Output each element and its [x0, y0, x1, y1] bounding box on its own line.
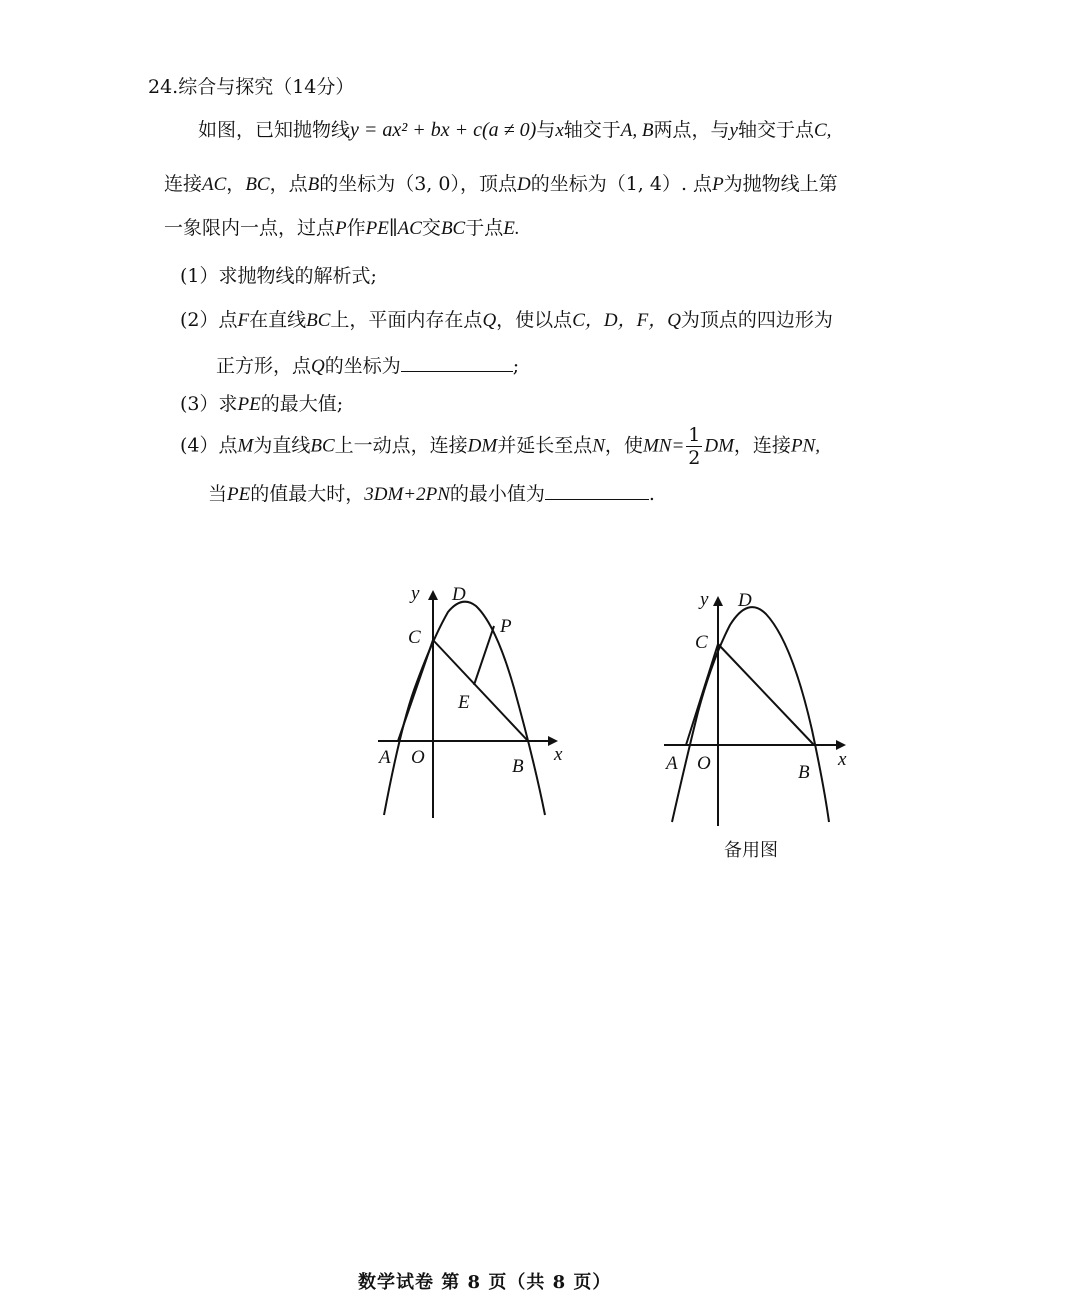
label-B: B [512, 756, 524, 777]
segment-BC [718, 644, 814, 745]
text: 的坐标为 [324, 355, 401, 377]
var: BC [306, 310, 331, 331]
var: BC [440, 218, 466, 239]
text: 在直线 [249, 309, 307, 331]
y-axis-arrow [428, 590, 438, 600]
var: PE∥AC [365, 218, 422, 239]
text: 上一动点，连接 [334, 434, 468, 457]
label-P: P [500, 616, 512, 637]
text: 连接 [164, 173, 203, 195]
text: (4）点 [180, 434, 238, 457]
text: 为直线 [253, 434, 311, 457]
text: 轴交于点 [737, 119, 814, 141]
label-x: x [838, 749, 847, 770]
label-D: D [452, 584, 466, 605]
text: 正方形，点 [216, 355, 312, 377]
text: ，连接 [733, 434, 791, 457]
label-A: A [666, 753, 678, 774]
var: M [237, 435, 254, 457]
var: C, [813, 120, 832, 141]
fraction-one-half [686, 424, 702, 469]
intro-line-3 [164, 216, 520, 241]
main-figure [370, 578, 570, 828]
var: AC [202, 174, 227, 195]
text: 当 [208, 483, 228, 505]
var: Q [311, 356, 325, 377]
var: D [516, 174, 531, 195]
var: F [237, 310, 250, 331]
var: A, B [620, 120, 654, 141]
label-D: D [738, 590, 752, 611]
page-footer: 数学试卷 第 8 页（共 8 页） [358, 1272, 612, 1293]
intro-line-1 [198, 118, 831, 143]
text: . [648, 483, 655, 505]
label-x: x [554, 744, 563, 765]
text: 的坐标为（1, 4）. 点 [530, 173, 713, 195]
text: 上，平面内存在点 [330, 309, 483, 331]
subquestion-2 [180, 308, 833, 333]
var: PN, [790, 435, 820, 457]
var: x [555, 120, 564, 141]
text: 为抛物线上第 [723, 173, 838, 195]
text: 如图，已知抛物线 [198, 119, 351, 141]
label-y: y [700, 589, 709, 610]
text: 两点，与 [653, 119, 730, 141]
text: ， [226, 173, 246, 195]
segment-PE [474, 626, 494, 685]
expression: 3DM+2PN [364, 484, 450, 505]
text: 的值最大时， [250, 483, 365, 505]
subquestion-1: (1）求抛物线的解析式; [180, 265, 377, 287]
segment-AC [398, 640, 433, 741]
var: PE [227, 484, 251, 505]
text: ，使以点 [496, 309, 573, 331]
parabola-formula: y = ax² + bx + c(a ≠ 0) [350, 119, 537, 141]
text: 作 [346, 217, 366, 239]
segment-AC [686, 644, 718, 745]
text: 交 [421, 217, 441, 239]
intro-line-2 [164, 172, 838, 197]
var: E. [503, 218, 520, 239]
label-B: B [798, 762, 810, 783]
subquestion-4 [180, 424, 820, 469]
answer-blank-q4[interactable] [545, 499, 649, 500]
var: Q [482, 310, 497, 331]
var: P [712, 174, 724, 195]
text: 的坐标为（3, 0），顶点 [319, 173, 517, 195]
text: ，点 [269, 173, 308, 195]
var: MN= [642, 435, 685, 457]
var: C，D，F，Q [572, 310, 681, 331]
text: 一象限内一点，过点 [164, 217, 336, 239]
text: 的最大值; [260, 393, 344, 415]
spare-figure-caption: 备用图 [724, 840, 778, 861]
var: PE [237, 394, 261, 415]
label-O: O [411, 747, 425, 768]
label-O: O [697, 753, 711, 774]
label-E: E [458, 692, 470, 713]
subquestion-3 [180, 392, 343, 417]
text: 为顶点的四边形为 [680, 309, 833, 331]
var: y [729, 120, 738, 141]
var: N [592, 435, 605, 457]
subquestion-2-cont [216, 354, 519, 379]
y-axis-arrow [713, 596, 723, 606]
text: (2）点 [180, 309, 238, 331]
label-C: C [695, 632, 708, 653]
label-A: A [379, 747, 391, 768]
question-title: 24.综合与探究（14分） [148, 76, 355, 98]
text: 与 [536, 119, 556, 141]
text: ，使 [604, 434, 643, 457]
text: 的最小值为 [449, 483, 545, 505]
var: DM [467, 435, 498, 457]
text: 轴交于 [563, 119, 621, 141]
var: DM [704, 435, 734, 457]
var: BC [310, 435, 335, 457]
var: B [307, 174, 320, 195]
text: (3）求 [180, 393, 238, 415]
text: 于点 [465, 217, 504, 239]
text: 并延长至点 [497, 434, 593, 457]
fraction-numerator: 1 [688, 424, 701, 446]
fraction-denominator: 2 [688, 447, 701, 469]
spare-figure [660, 584, 860, 829]
subquestion-4-cont [208, 482, 655, 507]
var: P [335, 218, 347, 239]
var: BC [245, 174, 270, 195]
answer-blank-q2[interactable] [401, 371, 513, 372]
label-C: C [408, 627, 421, 648]
text: ; [512, 355, 520, 377]
label-y: y [411, 583, 420, 604]
